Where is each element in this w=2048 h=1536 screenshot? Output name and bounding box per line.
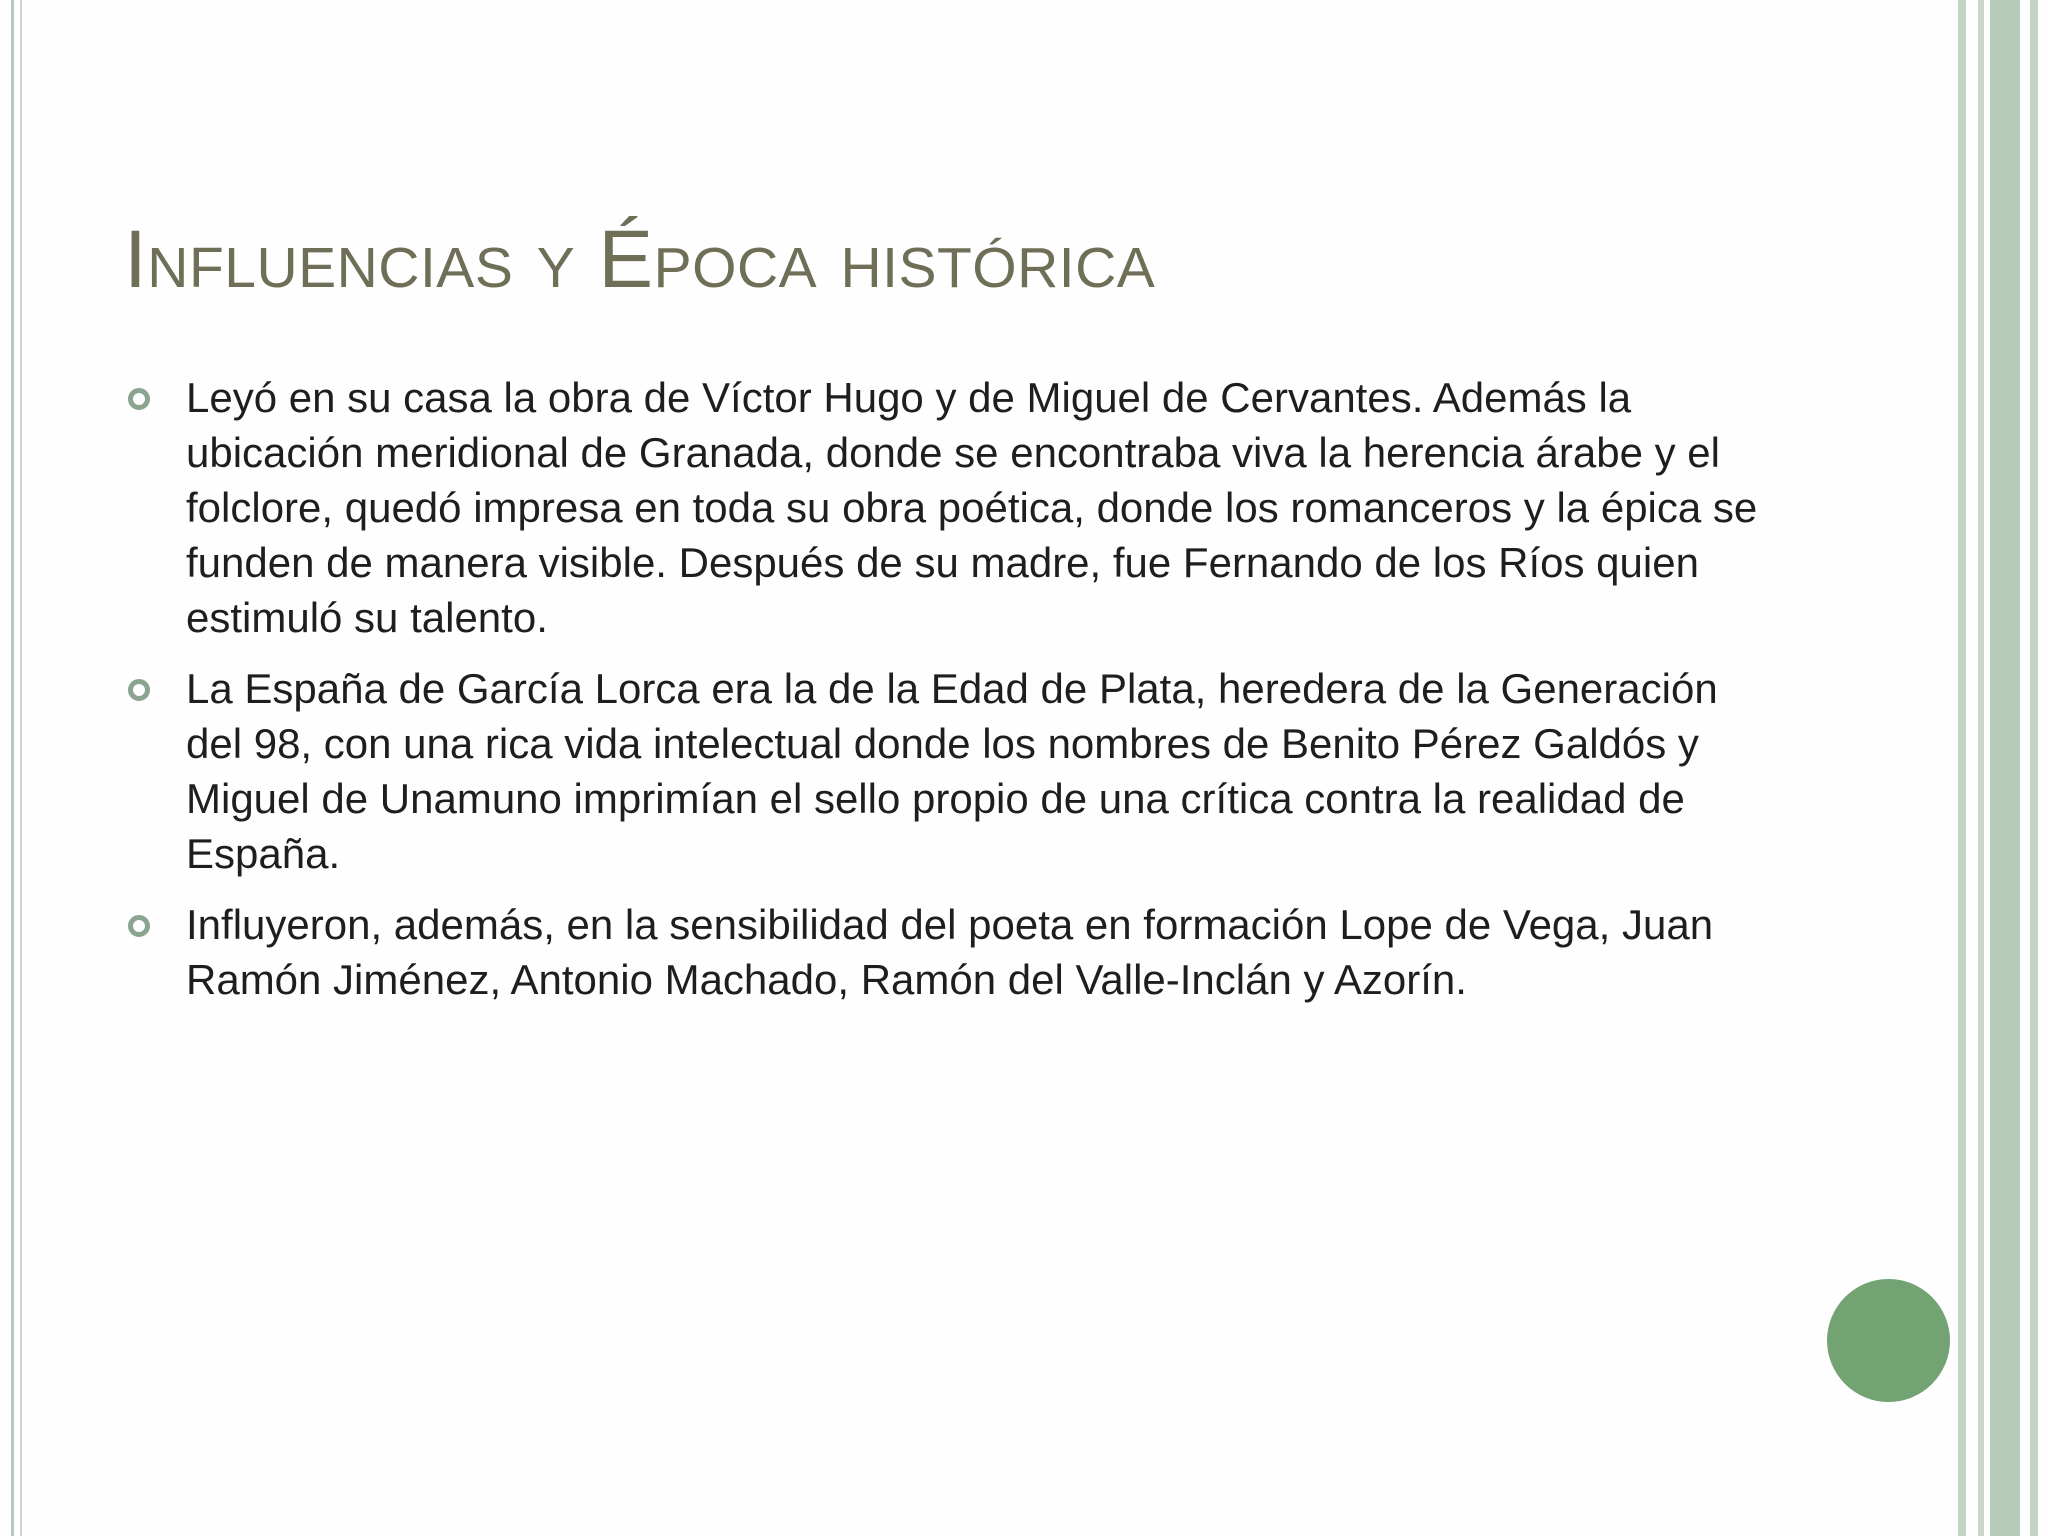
bullet-item (124, 661, 1764, 881)
bullet-item (124, 370, 1764, 645)
hollow-circle-bullet-icon (128, 915, 150, 937)
right-decorative-rule (1958, 0, 1966, 1536)
hollow-circle-bullet-icon (128, 388, 150, 410)
right-decorative-rule-outer (2030, 0, 2038, 1536)
slide-title: Influencias y Época histórica (124, 214, 1156, 305)
green-circle-decoration (1827, 1279, 1950, 1402)
bullet-text: La España de García Lorca era la de la Edad de Plata, heredera de la Generación del 98, con una rica vida intelectual donde los nombres de Benito Pérez Galdós y Miguel de Unamuno imprimían el sello propio de una crítica contra la realidad de España. (186, 665, 1718, 877)
bullet-text: Influyeron, además, en la sensibilidad del poeta en formación Lope de Vega, Juan Ramón Jiménez, Antonio Machado, Ramón del Valle-Inclán y Azorín. (186, 901, 1714, 1003)
bullet-item (124, 897, 1764, 1007)
left-decorative-rule-inner (20, 0, 22, 1536)
right-decorative-rule-thin (1978, 0, 1984, 1536)
hollow-circle-bullet-icon (128, 679, 150, 701)
right-decorative-band (1990, 0, 2020, 1536)
left-decorative-rule (11, 0, 14, 1536)
bullet-text: Leyó en su casa la obra de Víctor Hugo y de Miguel de Cervantes. Además la ubicación meridional de Granada, donde se encontraba viva la herencia árabe y el folclore, quedó impresa en toda su obra poética, donde los romanceros y la épica se funden de manera visible. Después de su madre, fue Fernando de los Ríos quien estimuló su talento. (186, 374, 1758, 641)
bullet-list (124, 370, 1764, 1023)
